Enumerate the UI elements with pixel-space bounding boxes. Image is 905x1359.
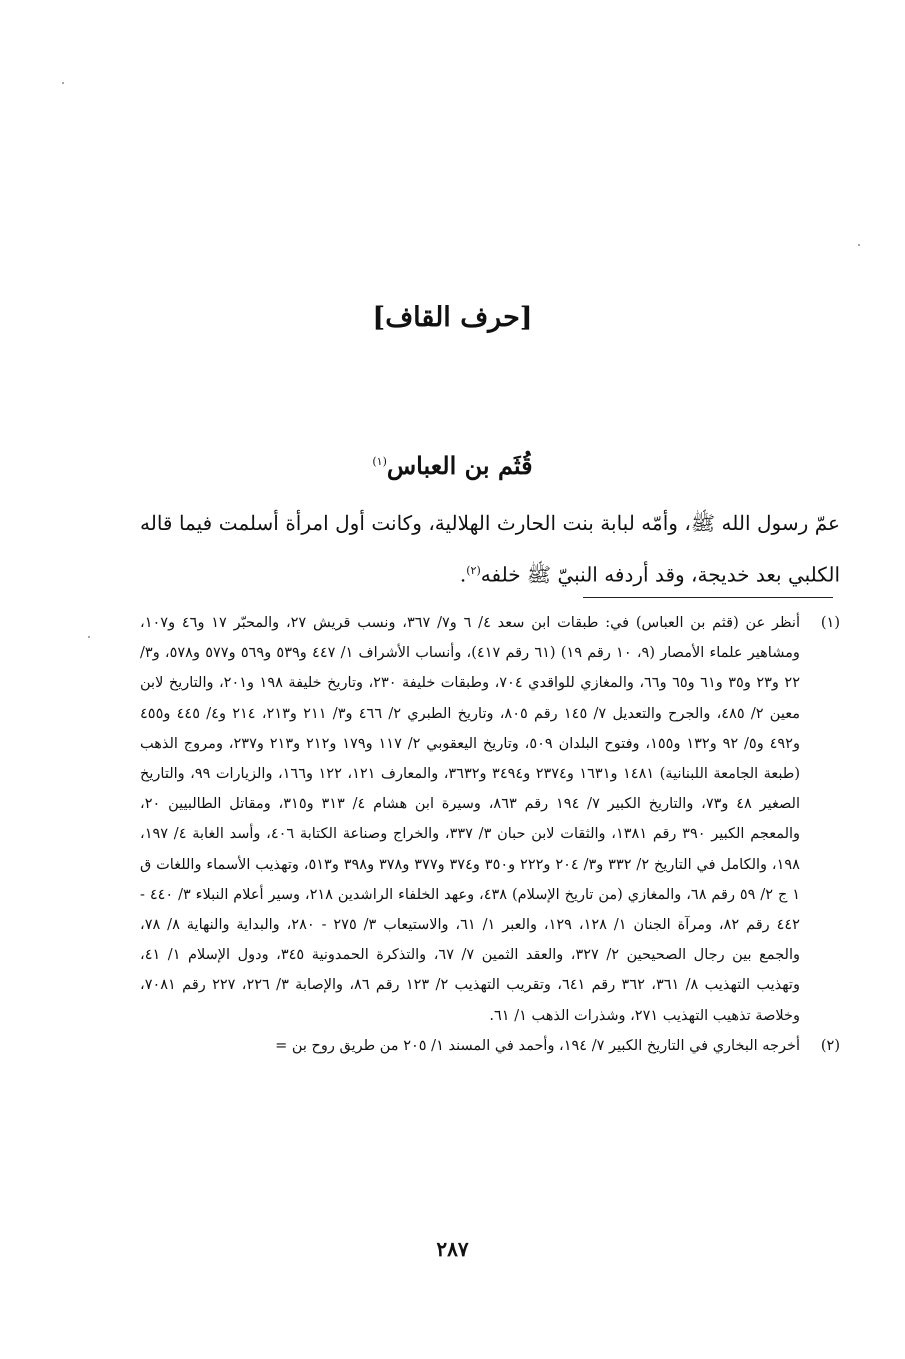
footnote-2 [140,1031,840,1061]
footnote-text: أخرجه البخاري في التاريخ الكبير ٧/ ١٩٤، وأحمد في المسند ١/ ٢٠٥ من طريق روح بن = [275,1037,800,1054]
footnote-ref-2[interactable]: (٢) [466,564,481,577]
footnote-text: أنظر عن (قثم بن العباس) في: طبقات ابن سعد ٤/ ٦ و٧/ ٣٦٧، ونسب قريش ٢٧، والمحبّر ١٧ و٤٦ و١٠٧، ومشاهير علماء الأمصار (٩، ١٠ رقم ١٩) (٦١ رقم ٤١٧)، وأنساب الأشراف ١/ ٤٤٧ و٥٣٩ و٥٦٩ و٥٧٧ و٥٧٨، و٣/ ٢٢ و٢٣ و٣٥ و٦١ و٦٥ و٦٦، والمغازي للواقدي ٧٠٤، وطبقات خليفة ٢٣٠، وتاريخ خليفة ١٩٨ و٢٠١، والتاريخ لابن معين ٢/ ٤٨٥، والجرح والتعديل ٧/ ١٤٥ رقم ٨٠٥، وتاريخ الطبري ٢/ ٤٦٦ و٣/ ٢١١ و٢١٣، ٢١٤ و٤/ ٤٤٥ و٤٥٥ و٤٩٢ و٥/ ٩٢ و١٣٢ و١٥٥، وفتوح البلدان ٥٠٩، وتاريخ اليعقوبي ٢/ ١١٧ و١٧٩ و٢١٢ و٢١٣ و٢٣٧، ومروج الذهب (طبعة الجامعة اللبنانية) ١٤٨١ و١٦٣١ و٢٣٧٤ و٣٤٩٤ و٣٦٣٢، والمعارف ١٢١، ١٢٢ و١٦٦، والزيارات ٩٩، والتاريخ الصغير ٤٨ و٧٣، والتاريخ الكبير ٧/ ١٩٤ رقم ٨٦٣، وسيرة ابن هشام ٤/ ٣١٣ و٣١٥، ومقاتل الطالبيين ٢٠، والمعجم الكبير ٣٩٠ رقم ١٣٨١، والثقات لابن حبان ٣/ ٣٣٧، والخراج وصناعة الكتابة ٤٠٦، وأسد الغابة ٤/ ١٩٧، ١٩٨، والكامل في التاريخ ٢/ ٣٣٢ و٣/ ٢٠٤ و٢٢٢ و٣٥٠ و٣٧٤ و٣٧٧ و٣٧٨ و٣٩٨ و٥١٣، وتهذيب الأسماء واللغات ق ١ ج ٢/ ٥٩ رقم ٦٨، والمغازي (من تاريخ الإسلام) ٤٣٨، وعهد الخلفاء الراشدين ٢١٨، وسير أعلام النبلاء ٣/ ٤٤٠ - ٤٤٢ رقم ٨٢، ومرآة الجنان ١/ ١٢٨، ١٢٩، والعبر ١/ ٦١، والاستيعاب ٣/ ٢٧٥ - ٢٨٠، والبداية والنهاية ٨/ ٧٨، والجمع بين رجال الصحيحين ٢/ ٣٢٧، والعقد الثمين ٧/ ٦٧، والتذكرة الحمدونية ٣٤٥، ودول الإسلام ١/ ٤١، وتهذيب التهذيب ٨/ ٣٦١، ٣٦٢ رقم ٦٤١، وتقريب التهذيب ٢/ ١٢٣ رقم ٨٦، والإصابة ٣/ ٢٢٦، ٢٢٧ رقم ٧٠٨١، وخلاصة تذهيب التهذيب ٢٧١، وشذرات الذهب ١/ ٦١. [140,615,801,1024]
page-number: ٢٨٧ [436,1237,469,1261]
scan-speck [62,82,64,84]
footnote-ref-1[interactable]: (١) [372,455,387,468]
entry-body [140,500,840,599]
section-title: [حرف القاف] [372,302,533,333]
footnote-number: (٢) [820,1037,840,1054]
scan-speck [88,636,90,638]
entry-body-end: . [459,562,467,587]
entry-title-text: قُثَم بن العباس [386,451,533,480]
scan-speck [858,244,860,246]
footnote-1 [140,608,840,1031]
footnote-number: (١) [820,615,840,631]
footnote-separator [583,597,833,598]
entry-body-text: عمّ رسول الله ﷺ، وأمّه لبابة بنت الحارث الهلالية، وكانت أول امرأة أسلمت فيما قاله الكلبي بعد خديجة، وقد أردفه النبيّ ﷺ خلفه [140,511,840,587]
entry-title [0,444,905,484]
footnotes [140,608,840,1061]
